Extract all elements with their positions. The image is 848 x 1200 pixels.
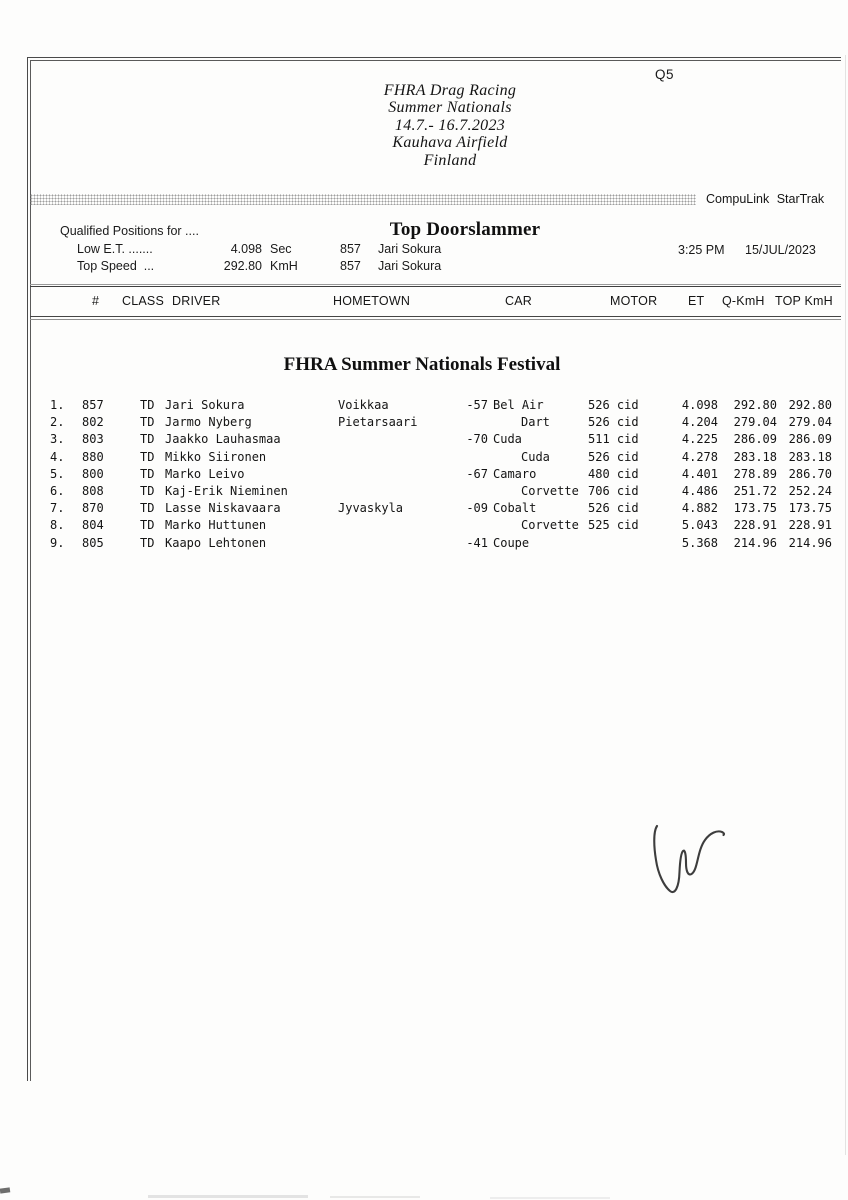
class-cell: TD [140,535,155,550]
qualifying-speed-cell: 278.89 [733,466,777,481]
class-cell: TD [140,483,155,498]
table-row [0,398,848,415]
driver-cell: Mikko Siironen [165,449,267,464]
top-speed-cell: 228.91 [788,518,832,533]
car-year-prefix: -09 [466,501,488,516]
column-header: DRIVER [172,294,221,308]
top-speed-cell: 214.96 [788,535,832,550]
driver-cell: Marko Huttunen [165,518,267,533]
car-year-prefix: -57 [466,398,488,412]
scan-smudge [0,1187,10,1193]
class-cell: TD [140,501,155,516]
car-cell [459,432,599,446]
motor-cell: 526 cid [588,398,639,412]
car-number-cell: 880 [82,449,104,464]
car-name: Cobalt [493,501,537,516]
top-speed-cell: 252.24 [788,483,832,498]
table-row [0,432,848,449]
car-name: Cuda [493,432,522,447]
event-header-line: Kauhava Airfield [392,134,508,152]
class-cell: TD [140,518,155,533]
top-speed-cell: 283.18 [788,449,832,464]
car-cell [459,501,599,515]
position-cell: 1. [50,398,65,412]
driver-cell: Jari Sokura [165,398,245,412]
driver-cell: Marko Leivo [165,466,245,481]
table-row [0,501,848,518]
scan-smudge [330,1196,420,1198]
motor-cell: 480 cid [588,466,639,481]
car-year-prefix: -70 [466,432,488,447]
motor-cell: 511 cid [588,432,639,447]
column-header: MOTOR [610,294,658,308]
table-row [0,415,848,432]
print-timestamp [678,243,816,257]
qualifying-round-label: Q5 [655,67,675,82]
column-header: CLASS [122,294,164,308]
car-number-cell: 802 [82,415,104,430]
motor-cell: 526 cid [588,501,639,516]
motor-cell: 526 cid [588,415,639,430]
driver-cell: Kaj-Erik Nieminen [165,483,288,498]
top-speed-cell: 279.04 [788,415,832,430]
car-number-cell: 805 [82,535,104,550]
table-row [0,518,848,535]
qualifying-speed-cell: 173.75 [733,501,777,516]
table-row [0,467,848,484]
car-name: Corvette [521,483,579,498]
car-cell [459,484,599,498]
low-et-car-number: 857 [340,242,361,256]
et-cell: 4.098 [681,398,718,412]
low-et-label: Low E.T. ....... [77,242,153,256]
class-cell: TD [140,415,155,430]
print-date: 15/JUL/2023 [745,243,816,257]
qualified-positions-label: Qualified Positions for .... [60,224,199,238]
car-number-cell: 800 [82,466,104,481]
driver-cell: Kaapo Lehtonen [165,535,267,550]
top-speed-cell: 286.09 [788,432,832,447]
class-cell: TD [140,466,155,481]
scan-edge-artifact [845,55,846,1155]
et-cell: 4.204 [681,415,718,430]
et-cell: 4.225 [681,432,718,447]
table-column-headers [0,294,848,310]
car-number-cell: 808 [82,483,104,498]
driver-cell: Jarmo Nyberg [165,415,252,430]
qualifying-speed-cell: 279.04 [733,415,777,430]
column-header: CAR [505,294,532,308]
car-cell [459,450,599,464]
column-header: ET [688,294,705,308]
header-rule-top [30,286,841,287]
header-rule-bottom-shadow [30,319,841,320]
qualifying-speed-cell: 286.09 [733,432,777,447]
class-cell: TD [140,398,155,412]
position-cell: 7. [50,501,65,516]
motor-cell: 526 cid [588,449,639,464]
header-rule-bottom [30,316,841,317]
class-cell: TD [140,449,155,464]
halftone-separator-band [30,194,696,205]
column-header: Q-KmH [722,294,765,308]
header-rule-top-shadow [30,284,841,285]
driver-cell: Lasse Niskavaara [165,501,281,516]
low-et-unit: Sec [270,242,292,256]
qualifying-speed-cell: 292.80 [733,398,777,412]
car-name: Dart [521,415,550,430]
top-speed-cell: 292.80 [788,398,832,412]
car-name: Camaro [493,466,537,481]
car-number-cell: 857 [82,398,104,412]
car-year-prefix: -41 [466,535,488,550]
top-speed-driver: Jari Sokura [378,259,442,273]
print-time: 3:25 PM [678,243,725,257]
qualifying-speed-cell: 283.18 [733,449,777,464]
event-header-block [330,82,570,169]
event-header-line: 14.7.- 16.7.2023 [394,116,506,134]
top-speed-value: 292.80 [223,259,262,273]
et-cell: 4.486 [681,483,718,498]
car-name: Corvette [521,518,579,533]
hometown-cell: Jyvaskyla [338,501,404,516]
motor-cell: 525 cid [588,518,639,533]
position-cell: 6. [50,483,65,498]
position-cell: 9. [50,535,65,550]
et-cell: 4.882 [681,501,718,516]
section-title: FHRA Summer Nationals Festival [283,354,561,375]
position-cell: 2. [50,415,65,430]
position-cell: 3. [50,432,65,447]
car-number-cell: 803 [82,432,104,447]
car-cell [459,467,599,481]
column-header: TOP KmH [775,294,833,308]
car-number-cell: 804 [82,518,104,533]
position-cell: 8. [50,518,65,533]
top-speed-cell: 173.75 [788,501,832,516]
qualifying-speed-cell: 251.72 [733,483,777,498]
car-year-prefix: -67 [466,466,488,481]
top-speed-line [0,259,848,275]
event-header-line: Finland [423,151,477,169]
scan-smudge [148,1195,308,1198]
scan-smudge [490,1197,610,1199]
table-row [0,484,848,501]
top-speed-unit: KmH [270,259,298,273]
class-title: Top Doorslammer [389,219,541,240]
position-cell: 4. [50,449,65,464]
handwritten-signature-mark [640,808,740,903]
car-number-cell: 870 [82,501,104,516]
car-cell [459,398,599,412]
hometown-cell: Pietarsaari [338,415,418,430]
et-cell: 4.278 [681,449,718,464]
timing-system-brand: CompuLink StarTrak [706,192,825,206]
low-et-driver: Jari Sokura [378,242,442,256]
top-speed-label: Top Speed ... [77,259,155,273]
qualifying-speed-cell: 228.91 [733,518,777,533]
column-header: # [92,294,100,308]
column-header: HOMETOWN [333,294,411,308]
results-rows [0,398,848,553]
top-speed-cell: 286.70 [788,466,832,481]
driver-cell: Jaakko Lauhasmaa [165,432,281,447]
car-cell [459,415,599,429]
top-speed-car-number: 857 [340,259,361,273]
class-cell: TD [140,432,155,447]
qualifying-speed-cell: 214.96 [733,535,777,550]
et-cell: 4.401 [681,466,718,481]
hometown-cell: Voikkaa [338,398,389,412]
car-cell [459,536,599,550]
car-cell [459,518,599,532]
event-header-line: FHRA Drag Racing [383,82,517,99]
et-cell: 5.043 [681,518,718,533]
et-cell: 5.368 [681,535,718,550]
car-name: Coupe [493,535,530,550]
table-row [0,536,848,553]
motor-cell: 706 cid [588,483,639,498]
car-name: Bel Air [493,398,544,412]
position-cell: 5. [50,466,65,481]
event-header-line: Summer Nationals [388,99,512,117]
table-row [0,450,848,467]
low-et-value: 4.098 [230,242,262,256]
page-border-inner [30,60,841,1081]
car-name: Cuda [521,449,550,464]
